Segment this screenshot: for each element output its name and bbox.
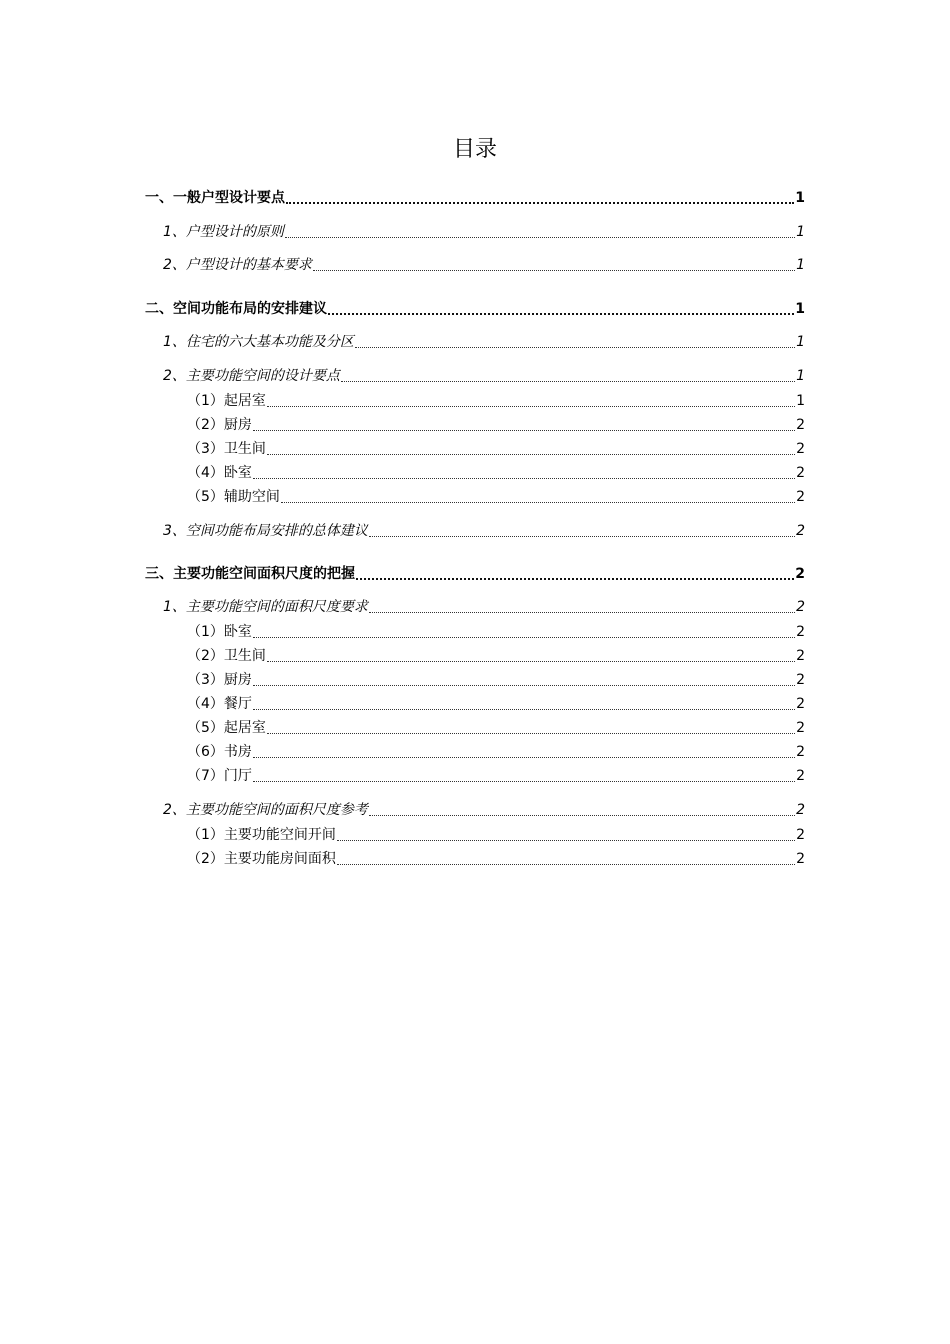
toc-entry-level-3[interactable] <box>187 462 805 484</box>
toc-entry-page-number: 2 <box>795 566 805 582</box>
toc-entry-label: 1、户型设计的原则 <box>163 224 284 240</box>
toc-entry-page-number: 1 <box>796 224 805 240</box>
dot-leader <box>253 708 795 710</box>
toc-entry-label: （2）卫生间 <box>187 648 266 664</box>
toc-entry-page-number: 2 <box>796 648 805 664</box>
dot-leader <box>369 814 795 816</box>
toc-entry-page-number: 1 <box>796 393 805 409</box>
toc-entry-level-3[interactable] <box>187 741 805 763</box>
dot-leader <box>267 732 795 734</box>
toc-entry-label: 3、空间功能布局安排的总体建议 <box>163 523 368 539</box>
toc-entry-label: （7）门厅 <box>187 768 252 784</box>
toc-entry-level-3[interactable] <box>187 693 805 715</box>
toc-entry-level-3[interactable] <box>187 824 805 846</box>
toc-entry-page-number: 2 <box>796 768 805 784</box>
toc-entry-label: （6）书房 <box>187 744 252 760</box>
toc-entry-page-number: 2 <box>796 417 805 433</box>
dot-leader <box>267 453 795 455</box>
toc-entry-level-3[interactable] <box>187 765 805 787</box>
toc-entry-page-number: 2 <box>796 599 805 615</box>
toc-entry-page-number: 2 <box>796 827 805 843</box>
toc-entry-label: 一、一般户型设计要点 <box>145 190 285 206</box>
toc-entry-level-1[interactable] <box>145 298 805 320</box>
toc-entry-page-number: 2 <box>796 802 805 818</box>
toc-entry-page-number: 2 <box>796 441 805 457</box>
toc-entry-page-number: 1 <box>795 190 805 206</box>
toc-entry-level-2[interactable] <box>163 221 805 243</box>
dot-leader <box>253 636 795 638</box>
dot-leader <box>253 684 795 686</box>
toc-entry-label: 1、住宅的六大基本功能及分区 <box>163 334 354 350</box>
toc-entry-level-3[interactable] <box>187 645 805 667</box>
toc-entry-label: （1）主要功能空间开间 <box>187 827 336 843</box>
toc-entry-label: （5）辅助空间 <box>187 489 280 505</box>
toc-title: 目录 <box>452 137 497 162</box>
toc-entry-level-2[interactable] <box>163 520 805 542</box>
dot-leader <box>281 501 795 503</box>
dot-leader <box>313 269 795 271</box>
toc-entry-page-number: 2 <box>796 851 805 867</box>
dot-leader <box>267 405 795 407</box>
toc-entry-page-number: 1 <box>796 368 805 384</box>
dot-leader <box>253 477 795 479</box>
toc-entry-page-number: 2 <box>796 465 805 481</box>
dot-leader <box>253 780 795 782</box>
toc-entry-page-number: 1 <box>795 301 805 317</box>
dot-leader <box>341 380 795 382</box>
dot-leader <box>355 346 795 348</box>
toc-entry-level-3[interactable] <box>187 621 805 643</box>
toc-entry-page-number: 2 <box>796 672 805 688</box>
toc-entry-label: 2、户型设计的基本要求 <box>163 257 312 273</box>
toc-entry-label: 三、主要功能空间面积尺度的把握 <box>145 566 355 582</box>
toc-entry-label: （3）厨房 <box>187 672 252 688</box>
toc-entry-level-3[interactable] <box>187 438 805 460</box>
toc-entry-level-1[interactable] <box>145 563 805 585</box>
toc-entry-level-2[interactable] <box>163 254 805 276</box>
toc-entry-label: （3）卫生间 <box>187 441 266 457</box>
toc-entry-level-2[interactable] <box>163 596 805 618</box>
dot-leader <box>356 577 794 580</box>
toc-entry-page-number: 2 <box>796 744 805 760</box>
toc-entry-level-2[interactable] <box>163 365 805 387</box>
toc-entry-label: （5）起居室 <box>187 720 266 736</box>
dot-leader <box>337 863 795 865</box>
dot-leader <box>286 201 794 204</box>
toc-entry-level-3[interactable] <box>187 848 805 870</box>
toc-entry-label: （4）卧室 <box>187 465 252 481</box>
toc-entry-page-number: 2 <box>796 523 805 539</box>
toc-entry-level-3[interactable] <box>187 486 805 508</box>
toc-entry-page-number: 1 <box>796 257 805 273</box>
dot-leader <box>253 429 795 431</box>
toc-entry-label: （2）主要功能房间面积 <box>187 851 336 867</box>
toc-entry-label: 二、空间功能布局的安排建议 <box>145 301 327 317</box>
toc-entry-level-3[interactable] <box>187 390 805 412</box>
dot-leader <box>369 611 795 613</box>
toc-entry-page-number: 2 <box>796 696 805 712</box>
dot-leader <box>328 312 794 315</box>
toc-entry-level-2[interactable] <box>163 799 805 821</box>
toc-entry-level-3[interactable] <box>187 414 805 436</box>
dot-leader <box>267 660 795 662</box>
toc-entry-page-number: 2 <box>796 720 805 736</box>
toc-entry-label: （2）厨房 <box>187 417 252 433</box>
toc-entry-label: （1）起居室 <box>187 393 266 409</box>
toc-entry-label: （1）卧室 <box>187 624 252 640</box>
toc-entry-label: 2、主要功能空间的设计要点 <box>163 368 340 384</box>
toc-entry-level-2[interactable] <box>163 331 805 353</box>
toc-entry-level-1[interactable] <box>145 187 805 209</box>
toc-entry-level-3[interactable] <box>187 669 805 691</box>
toc-entry-label: （4）餐厅 <box>187 696 252 712</box>
toc-entry-level-3[interactable] <box>187 717 805 739</box>
toc-entry-label: 2、主要功能空间的面积尺度参考 <box>163 802 368 818</box>
toc-entry-page-number: 1 <box>796 334 805 350</box>
dot-leader <box>337 839 795 841</box>
toc-entry-page-number: 2 <box>796 489 805 505</box>
toc-entry-label: 1、主要功能空间的面积尺度要求 <box>163 599 368 615</box>
dot-leader <box>285 236 795 238</box>
dot-leader <box>369 535 795 537</box>
dot-leader <box>253 756 795 758</box>
toc-entry-page-number: 2 <box>796 624 805 640</box>
